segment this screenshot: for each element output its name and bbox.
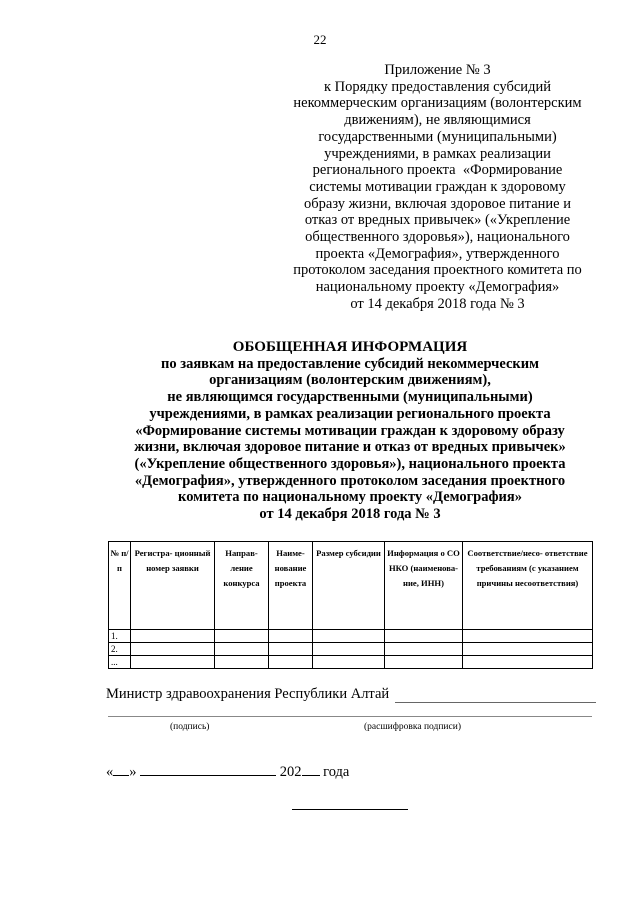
month-blank	[140, 763, 276, 776]
table-cell	[131, 643, 215, 656]
table-cell	[385, 656, 463, 669]
table-cell	[463, 630, 593, 643]
table-cell	[385, 630, 463, 643]
appendix-line: системы мотивации граждан к здоровому	[309, 178, 566, 195]
table-cell	[313, 643, 385, 656]
signature-caption: (подпись)	[170, 722, 210, 732]
table-cell	[215, 656, 269, 669]
table-row	[109, 630, 593, 643]
appendix-line: протоколом заседания проектного комитета по	[293, 262, 582, 279]
day-blank	[113, 763, 129, 776]
date-open-quote: «	[106, 764, 114, 780]
heading-line: от 14 декабря 2018 года № 3	[259, 506, 441, 523]
table-cell	[131, 656, 215, 669]
table-cell	[313, 630, 385, 643]
table-cell: 1.	[109, 630, 131, 643]
table-cell	[463, 656, 593, 669]
appendix-line: Приложение № 3	[384, 62, 491, 78]
appendix-line: общественного здоровья»), национального	[305, 229, 570, 246]
document-title: ОБОБЩЕННАЯ ИНФОРМАЦИЯ	[232, 339, 468, 355]
minister-label: Министр здравоохранения Республики Алтай	[106, 686, 390, 702]
summary-table	[108, 541, 593, 669]
appendix-line: от 14 декабря 2018 года № 3	[350, 295, 525, 312]
signature-decode-caption: (расшифровка подписи)	[364, 722, 461, 732]
heading-line: организациям (волонтерским движениям),	[209, 372, 491, 389]
appendix-line: государственными (муниципальными)	[318, 128, 557, 145]
appendix-line: к Порядку предоставления субсидий	[324, 78, 551, 95]
minister-signature-row	[106, 686, 596, 703]
date-line	[106, 763, 349, 781]
heading-line: «Демография», утвержденного протоколом заседания проектного	[134, 472, 566, 489]
appendix-line: некоммерческим организациям (волонтерским	[293, 95, 582, 112]
column-header-project-name: Наиме- нование проекта	[269, 542, 313, 630]
table-cell: 2.	[109, 643, 131, 656]
minister-signature-blank	[395, 688, 596, 703]
table-cell	[269, 643, 313, 656]
appendix-block	[285, 62, 590, 313]
table-row	[109, 656, 593, 669]
year-suffix: года	[323, 764, 350, 780]
appendix-line: движениям), не являющимися	[344, 112, 531, 129]
appendix-line: образу жизни, включая здоровое питание и	[304, 195, 571, 212]
table-cell: ...	[109, 656, 131, 669]
page-number: 22	[313, 32, 327, 47]
appendix-line: учреждениями, в рамках реализации	[324, 145, 551, 162]
year-blank	[302, 763, 320, 776]
appendix-line: отказ от вредных привычек» («Укрепление	[304, 212, 571, 229]
year-prefix: 202	[279, 764, 302, 780]
stamp-line	[292, 809, 408, 810]
heading-line: не являющимся государственными (муниципальными)	[167, 389, 533, 406]
table-cell	[215, 630, 269, 643]
table-cell	[269, 630, 313, 643]
appendix-line: регионального проекта «Формирование	[312, 162, 563, 179]
table-cell	[215, 643, 269, 656]
table-header-row	[109, 542, 593, 630]
heading-line: комитета по национальному проекту «Демография»	[178, 489, 522, 506]
heading-line: по заявкам на предоставление субсидий некоммерческим	[161, 355, 539, 372]
table-cell	[385, 643, 463, 656]
table-cell	[463, 643, 593, 656]
table-cell	[131, 630, 215, 643]
table-cell	[269, 656, 313, 669]
heading-line: жизни, включая здоровое питание и отказ от вредных привычек»	[134, 439, 566, 456]
column-header-nko-info: Информация о СО НКО (наименова- ние, ИНН)	[385, 542, 463, 630]
date-close-quote: »	[129, 764, 137, 780]
column-header-reg-number: Регистра- ционный номер заявки	[131, 542, 215, 630]
column-header-compliance: Соответствие/несо- ответствие требованиям (с указанием причины несоответствия)	[463, 542, 593, 630]
signature-line	[108, 716, 592, 717]
column-header-direction: Направ- ление конкурса	[215, 542, 269, 630]
appendix-line: национальному проекту «Демография»	[315, 279, 560, 296]
column-header-number: № п/ п	[109, 542, 131, 630]
column-header-subsidy-size: Размер субсидии	[313, 542, 385, 630]
heading-line: учреждениями, в рамках реализации регионального проекта	[149, 405, 551, 422]
heading-line: «Формирование системы мотивации граждан к здоровому образу	[135, 422, 565, 439]
heading-line: («Укрепление общественного здоровья»), национального проекта	[134, 455, 566, 472]
table-cell	[313, 656, 385, 669]
table-row	[109, 643, 593, 656]
document-heading	[100, 339, 600, 523]
appendix-line: проекта «Демография», утвержденного	[315, 245, 560, 262]
